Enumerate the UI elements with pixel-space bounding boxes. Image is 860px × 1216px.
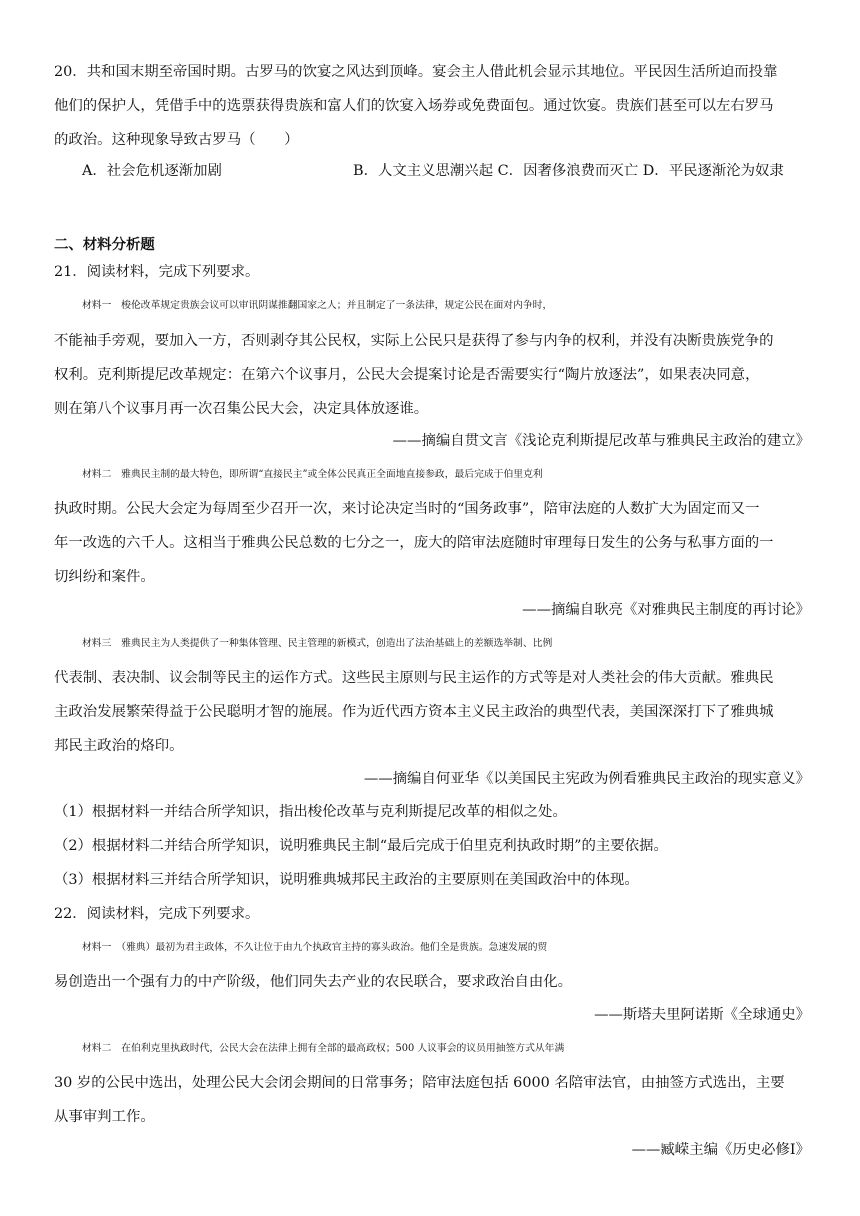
q20-stem-line-2: 他们的保护人，凭借手中的选票获得贵族和富人们的饮宴入场券或免费面包。通过饮宴。贵族们甚至可以左右罗马: [54, 98, 774, 114]
q21-question-2: （2）根据材料二并结合所学知识，说明雅典民主制“最后完成于伯里克利执政时期”的主要依据。: [54, 838, 668, 854]
q21-material2-line-1: 材料二 雅典民主制的最大特色，即所谓“直接民主”或全体公民真正全面地直接参政，最后完成于伯里克利: [82, 469, 543, 480]
q21-material2-source: ——摘编自耿亮《对雅典民主制度的再讨论》: [522, 602, 810, 618]
q21-material2-line-2: 执政时期。公民大会定为每周至少召开一次，来讨论决定当时的“国务政事”，陪审法庭的人数扩大为固定而又一: [54, 501, 760, 517]
q21-material1-source: ——摘编自贯文言《浅论克利斯提尼改革与雅典民主政治的建立》: [392, 433, 810, 449]
q22-material2-line-2: 30 岁的公民中选出，处理公民大会闭会期间的日常事务；陪审法庭包括 6000 名陪审法官，由抽签方式选出，主要: [54, 1075, 785, 1091]
q21-question-1: （1）根据材料一并结合所学知识，指出梭伦改革与克利斯提尼改革的相似之处。: [54, 804, 567, 820]
q21-material3-source: ——摘编自何亚华《以美国民主宪政为例看雅典民主政治的现实意义》: [363, 771, 810, 787]
q20-stem-line-3: 的政治。这种现象导致古罗马（ ）: [54, 132, 299, 148]
section-title-material-analysis: 二、材料分析题: [54, 237, 155, 253]
q21-material3-line-4: 邦民主政治的烙印。: [54, 738, 184, 754]
q21-material3-line-2: 代表制、表决制、议会制等民主的运作方式。这些民主原则与民主运作的方式等是对人类社会的伟大贡献。雅典民: [54, 670, 774, 686]
q22-material2-source: ——臧嵘主编《历史必修Ⅰ》: [631, 1142, 810, 1158]
q20-options-bcd[interactable]: B．人文主义思潮兴起 C．因奢侈浪费而灭亡 D．平民逐渐沦为奴隶: [353, 163, 784, 179]
q21-material1-line-4: 则在第八个议事月再一次召集公民大会，决定具体放逐谁。: [54, 401, 429, 417]
q21-question-3: （3）根据材料三并结合所学知识，说明雅典城邦民主政治的主要原则在美国政治中的体现。: [54, 872, 639, 888]
q20-stem-line-1: 20．共和国末期至帝国时期。古罗马的饮宴之风达到顶峰。宴会主人借此机会显示其地位。平民因生活所迫而投靠: [54, 64, 778, 80]
q22-material1-source: ——斯塔夫里阿诺斯《全球通史》: [594, 1007, 810, 1023]
q22-material2-line-3: 从事审判工作。: [54, 1109, 155, 1125]
q22-material1-line-1: 材料一 （雅典）最初为君主政体，不久让位于由九个执政官主持的寡头政治。他们全是贵族。急速发展的贸: [82, 942, 548, 953]
q20-option-a[interactable]: A．社会危机逐渐加剧: [82, 163, 222, 179]
q21-material2-line-3: 年一改选的六千人。这相当于雅典公民总数的七分之一，庞大的陪审法庭随时审理每日发生的公务与私事方面的一: [54, 535, 774, 551]
q21-material3-line-3: 主政治发展繁荣得益于公民聪明才智的施展。作为近代西方资本主义民主政治的典型代表，美国深深打下了雅典城: [54, 704, 774, 720]
q22-intro: 22．阅读材料，完成下列要求。: [54, 906, 260, 922]
q21-intro: 21．阅读材料，完成下列要求。: [54, 264, 260, 280]
q21-material1-line-3: 权利。克利斯提尼改革规定：在第六个议事月，公民大会提案讨论是否需要实行“陶片放逐法”，如果表决同意，: [54, 367, 760, 383]
q21-material3-line-1: 材料三 雅典民主为人类提供了一种集体管理、民主管理的新模式，创造出了法治基础上的差额选举制、比例: [82, 638, 553, 649]
q21-material1-line-1: 材料一 梭伦改革规定贵族会议可以审讯阴谋推翻国家之人；并且制定了一条法律，规定公民在面对内争时，: [82, 300, 553, 311]
q21-material2-line-4: 切纠纷和案件。: [54, 569, 155, 585]
q21-material1-line-2: 不能袖手旁观，要加入一方，否则剥夺其公民权，实际上公民只是获得了参与内争的权利，并没有决断贵族党争的: [54, 333, 774, 349]
q22-material2-line-1: 材料二 在伯利克里执政时代，公民大会在法律上拥有全部的最高政权；500 人议事会的议员用抽签方式从年满: [82, 1043, 565, 1054]
q22-material1-line-2: 易创造出一个强有力的中产阶级，他们同失去产业的农民联合，要求政治自由化。: [54, 974, 573, 990]
